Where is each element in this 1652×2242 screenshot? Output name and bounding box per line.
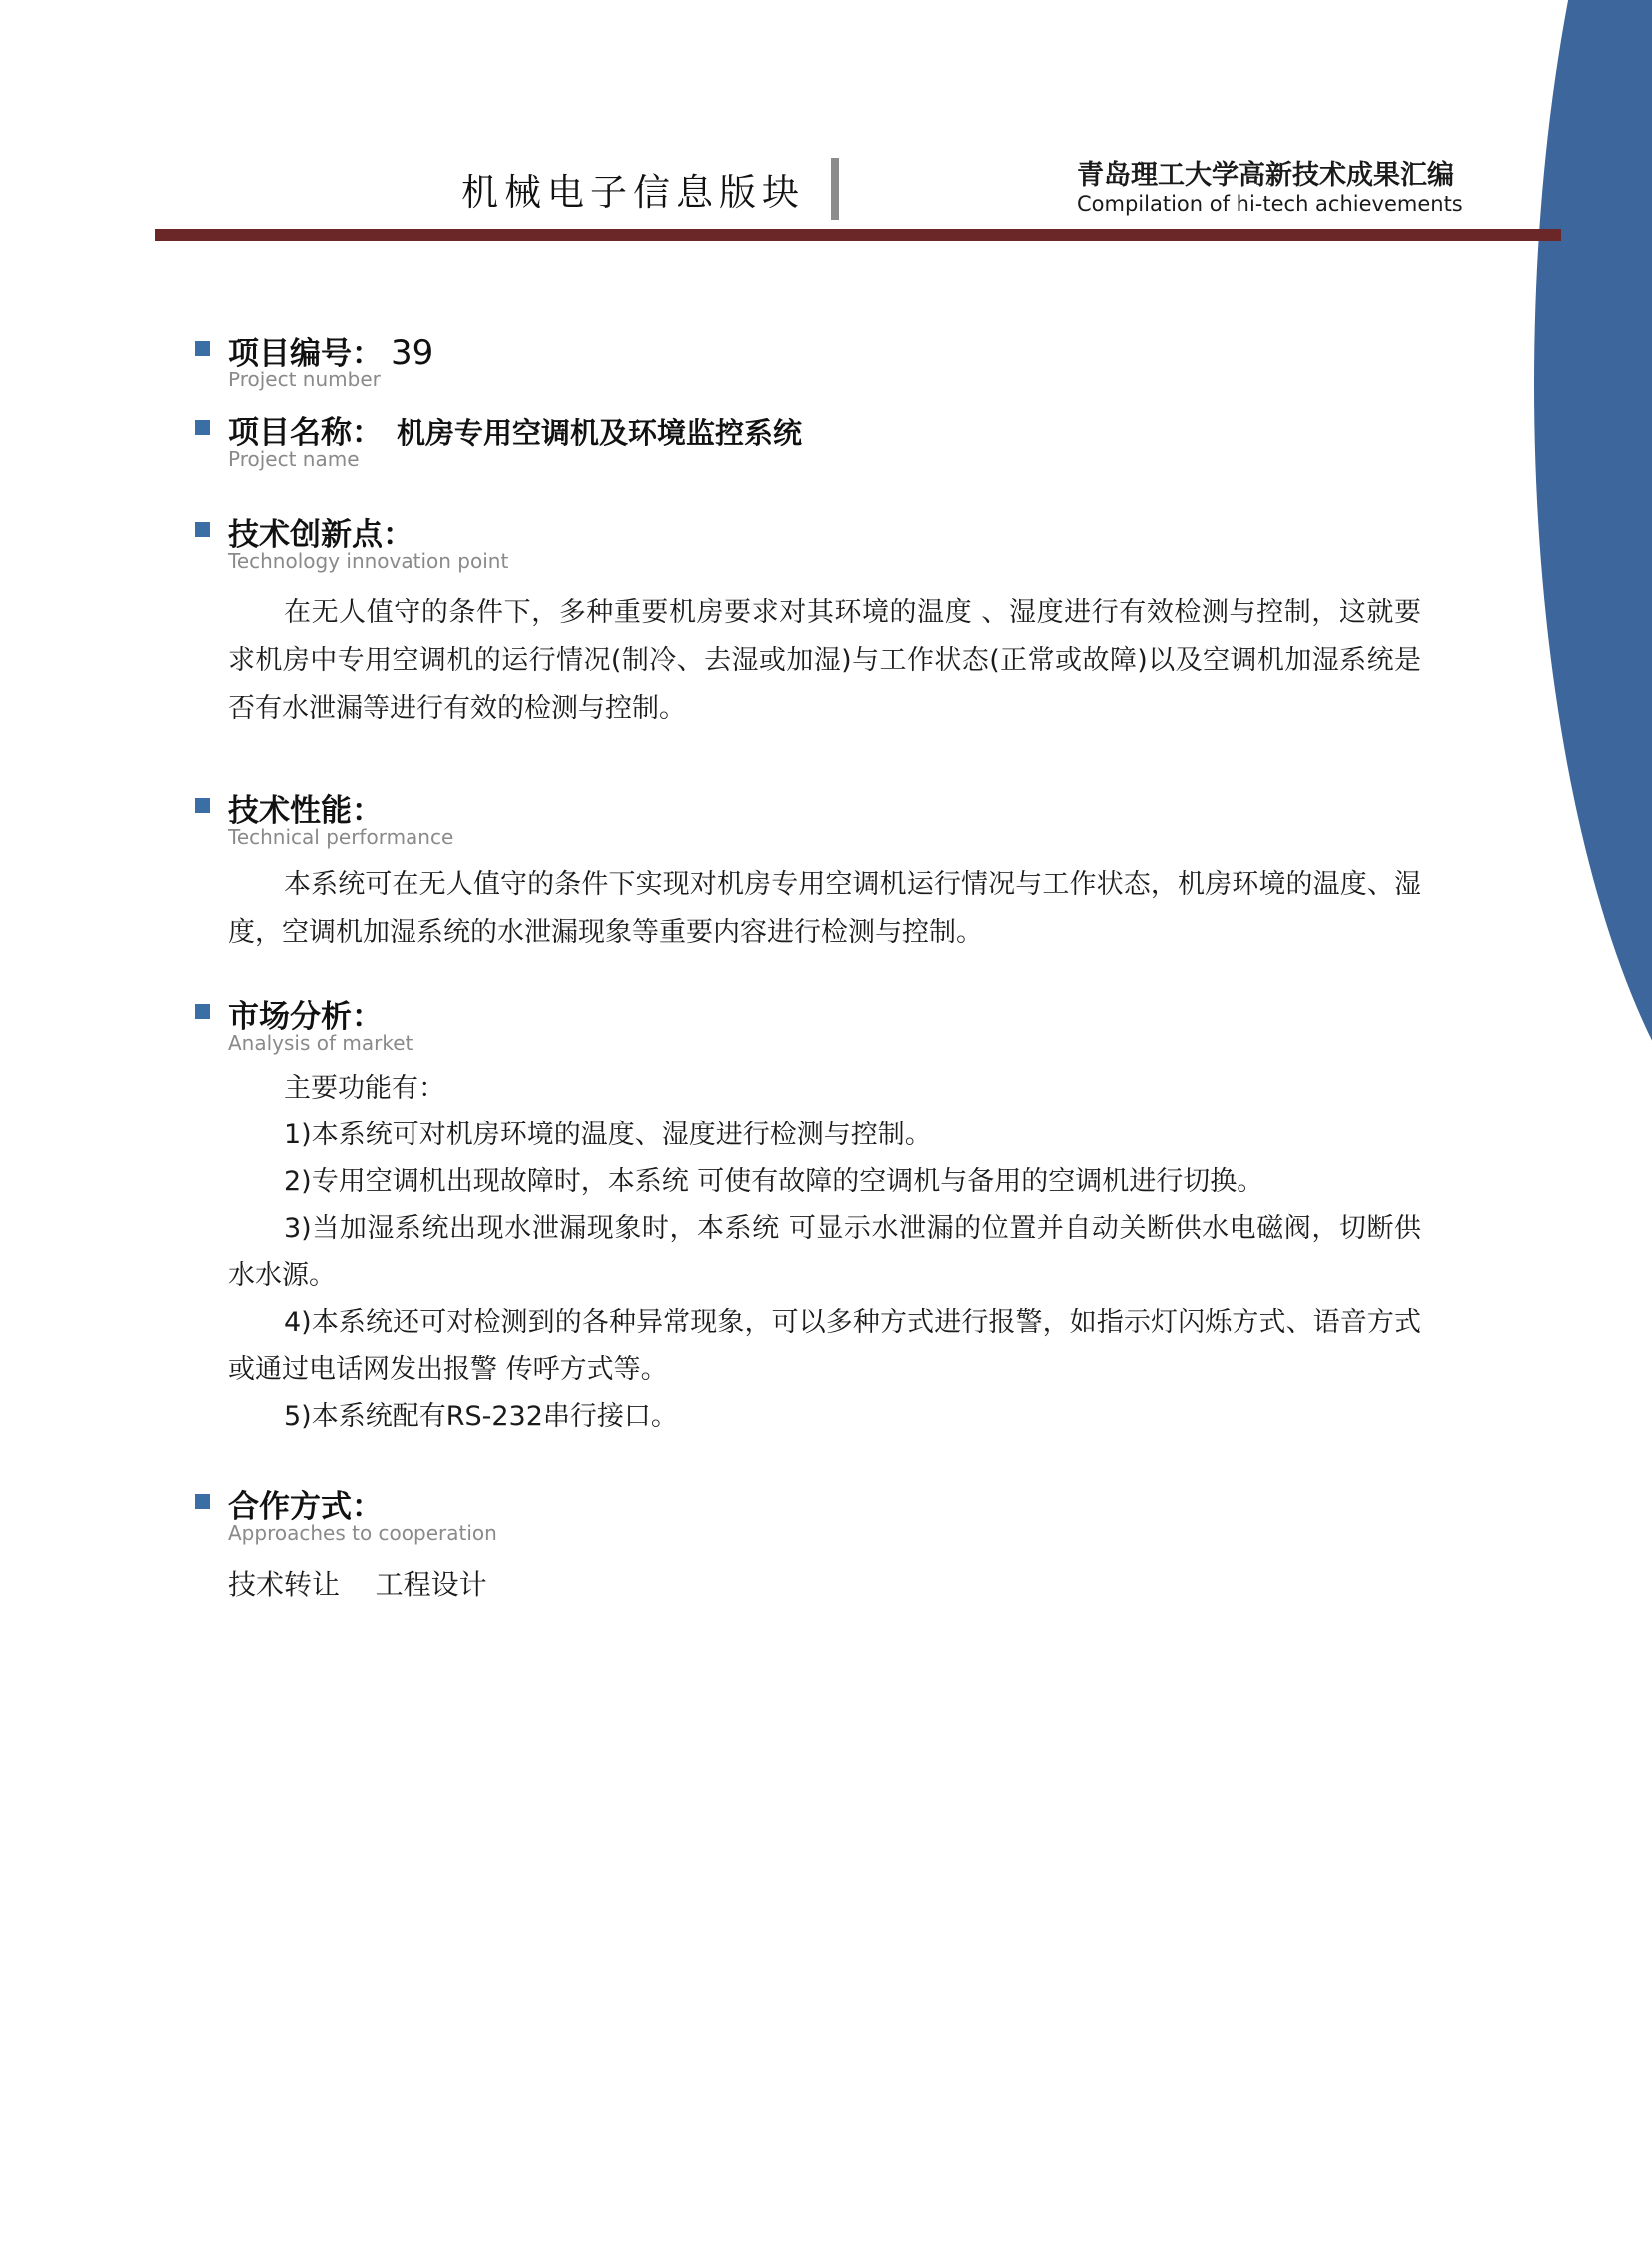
bullet-square-icon — [195, 1494, 210, 1509]
performance-heading: 技术性能： — [228, 793, 383, 829]
market-list-item: 1)本系统可对机房环境的温度、湿度进行检测与控制。 — [284, 1120, 932, 1150]
market-list — [228, 1065, 1421, 1440]
project-number-subtitle: Project number — [228, 368, 381, 391]
performance-text: 本系统可在无人值守的条件下实现对机房专用空调机运行情况与工作状态，机房环境的温度、湿度，空调机加湿系统的水泄漏现象等重要内容进行检测与控制。 — [228, 869, 1421, 948]
market-list-item: 2)专用空调机出现故障时，本系统 可使有故障的空调机与备用的空调机进行切换。 — [284, 1166, 1264, 1197]
header-divider — [831, 158, 839, 220]
project-name-value: 机房专用空调机及环境监控系统 — [397, 416, 803, 450]
cooperation-heading: 合作方式： — [228, 1489, 383, 1525]
project-name-section — [195, 407, 1433, 471]
org-title: 青岛理工大学高新技术成果汇编 — [1077, 160, 1454, 191]
bullet-square-icon — [195, 1004, 210, 1019]
project-number-value: 39 — [391, 333, 434, 373]
project-name-subtitle: Project name — [228, 447, 360, 471]
header-rule — [155, 229, 1561, 241]
market-heading: 市场分析： — [228, 999, 383, 1035]
project-number-label: 项目编号： — [228, 336, 383, 372]
project-name-label: 项目名称： — [228, 415, 383, 451]
market-subtitle: Analysis of market — [228, 1031, 413, 1055]
market-list-item: 5)本系统配有RS-232串行接口。 — [284, 1401, 678, 1432]
cooperation-subtitle: Approaches to cooperation — [228, 1521, 497, 1545]
innovation-text: 在无人值守的条件下，多种重要机房要求对其环境的温度 、湿度进行有效检测与控制，这就要求机房中专用空调机的运行情况(制冷、去湿或加湿)与工作状态(正常或故障)以及空调机加湿系统是否有水泄漏等进行有效的检测与控制。 — [228, 597, 1421, 724]
innovation-section — [195, 509, 1433, 724]
bullet-square-icon — [195, 341, 210, 356]
project-number-heading — [228, 328, 433, 373]
decorative-side-ellipse — [1534, 0, 1652, 1188]
market-section — [195, 991, 1433, 1432]
cooperation-section — [195, 1481, 1433, 1601]
bullet-square-icon — [195, 798, 210, 813]
project-name-heading — [228, 407, 802, 452]
section-title: 机械电子信息版块 — [461, 171, 805, 214]
innovation-heading: 技术创新点： — [228, 517, 413, 553]
project-number-section — [195, 328, 1433, 391]
market-list-item: 4)本系统还可对检测到的各种异常现象，可以多种方式进行报警，如指示灯闪烁方式、语音方式或通过电话网发出报警 传呼方式等。 — [228, 1307, 1421, 1385]
bullet-square-icon — [195, 522, 210, 537]
market-list-item: 3)当加湿系统出现水泄漏现象时，本系统 可显示水泄漏的位置并自动关断供水电磁阀，切断供水水源。 — [228, 1213, 1421, 1291]
bullet-square-icon — [195, 420, 210, 435]
performance-section — [195, 785, 1433, 948]
performance-subtitle: Technical performance — [228, 825, 454, 849]
market-list-item: 主要功能有： — [284, 1073, 445, 1104]
org-subtitle: Compilation of hi-tech achievements — [1077, 192, 1463, 216]
innovation-subtitle: Technology innovation point — [228, 549, 509, 573]
cooperation-text: 技术转让 工程设计 — [228, 1568, 487, 1601]
